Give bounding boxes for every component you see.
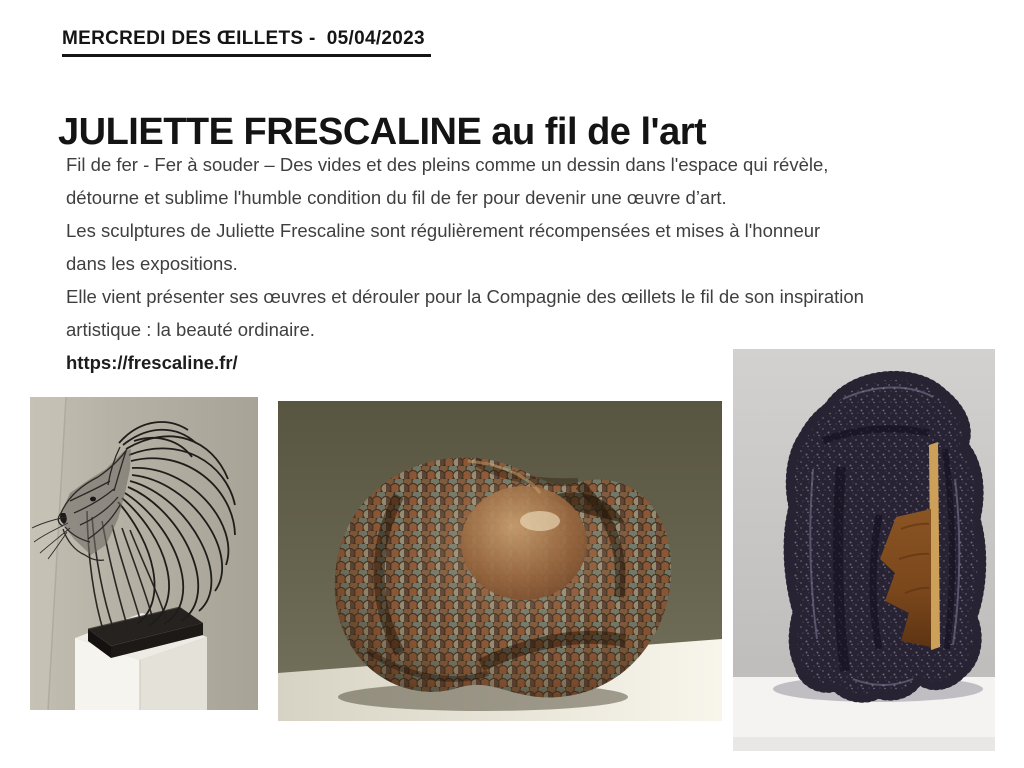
- photo-fur-wire-sculpture: [733, 349, 995, 751]
- photo-scales-knot-sculpture: [278, 401, 722, 721]
- page-title: JULIETTE FRESCALINE au fil de l'art: [58, 111, 707, 154]
- body-line: dans les expositions.: [66, 253, 238, 274]
- body-line: Elle vient présenter ses œuvres et dérouler pour la Compagnie des œillets le fil de son inspiration: [66, 286, 864, 307]
- body-line: Fil de fer - Fer à souder – Des vides et des pleins comme un dessin dans l'espace qui révèle,: [66, 154, 829, 175]
- page-header-date: MERCREDI DES ŒILLETS - 05/04/2023: [62, 28, 431, 57]
- scales-knot-illustration: [278, 401, 722, 721]
- intro-paragraphs: [66, 148, 996, 379]
- photo-wire-lion-sculpture: [30, 397, 258, 710]
- body-line: Les sculptures de Juliette Frescaline sont régulièrement récompensées et mises à l'honneur: [66, 220, 821, 241]
- website-link[interactable]: https://frescaline.fr/: [66, 352, 238, 373]
- fur-sculpture-illustration: [733, 349, 995, 751]
- body-line: détourne et sublime l'humble condition du fil de fer pour devenir une œuvre d’art.: [66, 187, 727, 208]
- wire-lion-illustration: [30, 397, 258, 710]
- body-line: artistique : la beauté ordinaire.: [66, 319, 315, 340]
